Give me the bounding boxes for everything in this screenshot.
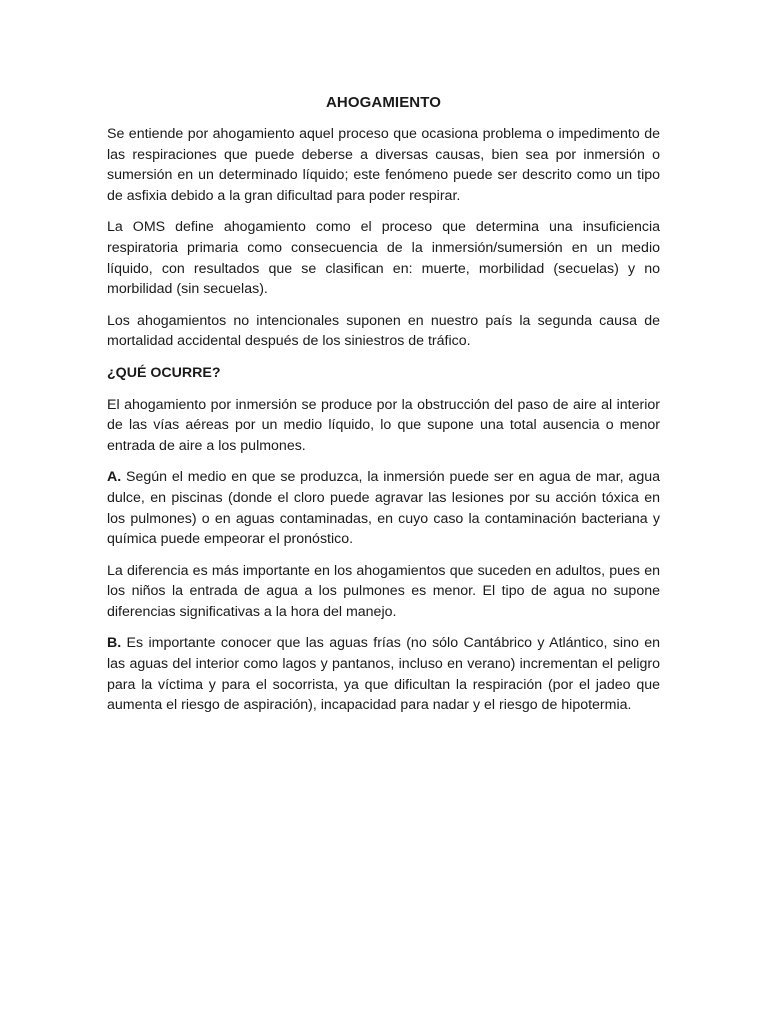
point-b-label: B. [107,635,122,652]
point-a-text: Según el medio en que se produzca, la inmersión puede ser en agua de mar, agua dulce, en piscinas (donde el cloro puede agravar las lesiones por su acción tóxica en los pulmones) o en aguas contaminadas, en cuyo caso la contaminación bacteriana y química puede empeorar el pronóstico. [107,469,660,548]
paragraph-point-a [107,467,660,549]
paragraph-differences: La diferencia es más importante en los ahogamientos que suceden en adultos, pues en los niños la entrada de agua a los pulmones es menor. El tipo de agua no supone diferencias significativas a la hora del manejo. [107,562,660,620]
paragraph-definition: Se entiende por ahogamiento aquel proceso que ocasiona problema o impedimento de las respiraciones que puede deberse a diversas causas, bien sea por inmersión o sumersión en un determinado líquido; este fenómeno puede ser descrito como un tipo de asfixia debido a la gran dificultad para poder respirar. [107,126,660,204]
document-title: AHOGAMIENTO [326,94,441,111]
document-page [107,94,660,727]
paragraph-statistics: Los ahogamientos no intencionales suponen en nuestro país la segunda causa de mortalidad accidental después de los siniestros de tráfico. [107,312,660,350]
section-heading: ¿QUÉ OCURRE? [107,364,221,381]
point-b-text: Es importante conocer que las aguas frías (no sólo Cantábrico y Atlántico, sino en las aguas del interior como lagos y pantanos, incluso en verano) incrementan el peligro para la víctima y para el socorrista, ya que dificultan la respiración (por el jadeo que aumenta el riesgo de aspiración), incapacidad para nadar y el riesgo de hipotermia. [107,635,660,714]
paragraph-point-b [107,633,660,715]
point-a-label: A. [107,469,122,486]
paragraph-immersion: El ahogamiento por inmersión se produce por la obstrucción del paso de aire al interior de las vías aéreas por un medio líquido, lo que supone una total ausencia o menor entrada de aire a los pulmones. [107,396,660,454]
paragraph-oms-definition: La OMS define ahogamiento como el proceso que determina una insuficiencia respiratoria primaria como consecuencia de la inmersión/sumersión en un medio líquido, con resultados que se clasifican en: muerte, morbilidad (secuelas) y no morbilidad (sin secuelas). [107,219,660,298]
